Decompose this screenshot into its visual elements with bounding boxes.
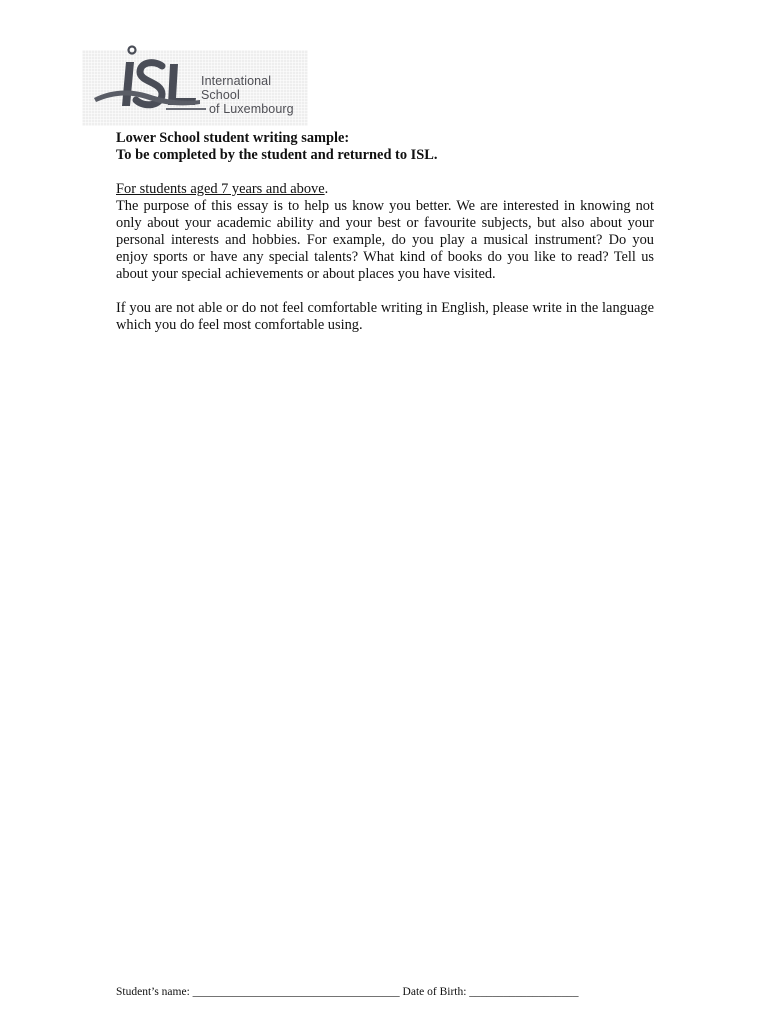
student-name-label: Student’s name: bbox=[116, 986, 190, 998]
logo-line-1: International School bbox=[201, 74, 272, 102]
heading-line-2: To be completed by the student and returned to ISL. bbox=[116, 147, 438, 163]
student-info-line bbox=[116, 985, 579, 999]
audience-line: For students aged 7 years and above bbox=[116, 181, 325, 197]
form-heading bbox=[116, 130, 654, 164]
dob-blank[interactable]: ___________________ bbox=[469, 986, 579, 998]
heading-line-1: Lower School student writing sample: bbox=[116, 130, 350, 146]
student-name-blank[interactable]: ____________________________________ bbox=[192, 986, 400, 998]
intro-paragraph bbox=[116, 181, 654, 283]
language-note: If you are not able or do not feel comfortable writing in English, please write in the language which you do feel most comfortable using. bbox=[116, 300, 654, 333]
intro-body: The purpose of this essay is to help us know you better. We are interested in knowing not only about your academic ability and your best or favourite subjects, but also about your personal interests and hobbies. For example, do you play a musical instrument? Do you enjoy sports or have any special talents? What kind of books do you like to read? Tell us about your special achievements or about places you have visited. bbox=[116, 198, 654, 282]
audience-punct: . bbox=[324, 181, 329, 197]
form-body bbox=[116, 130, 654, 334]
school-logo bbox=[82, 44, 310, 130]
dob-label: Date of Birth: bbox=[402, 986, 467, 998]
logo-line-2: of Luxembourg bbox=[209, 102, 294, 116]
logo-school-name bbox=[201, 74, 310, 116]
